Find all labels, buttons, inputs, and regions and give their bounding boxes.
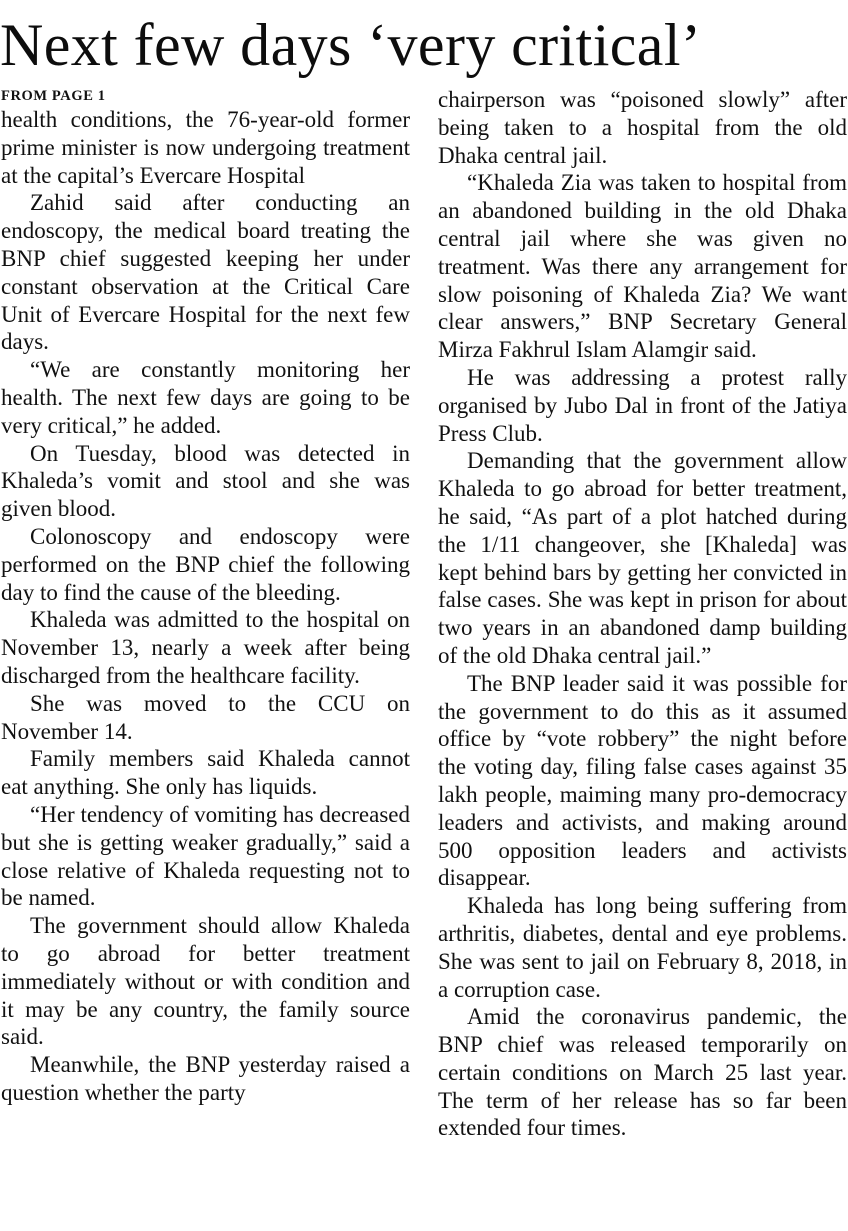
headline: Next few days ‘very critical’ (0, 12, 702, 78)
paragraph: Meanwhile, the BNP yesterday raised a question whether the party (1, 1052, 410, 1105)
paragraph: Zahid said after conducting an endoscopy, the medical board treating the BNP chief suggested keeping her under constant observation at the Critical Care Unit of Evercare Hospital for the next few days. (1, 190, 410, 355)
paragraph: On Tuesday, blood was detected in Khaleda’s vomit and stool and she was given blood. (1, 440, 410, 522)
article-column-right (438, 86, 847, 1142)
paragraph: She was moved to the CCU on November 14. (1, 690, 410, 744)
paragraph: “Her tendency of vomiting has decreased but she is getting weaker gradually,” said a close relative of Khaleda requesting not to be named. (1, 801, 410, 911)
paragraph: The government should allow Khaleda to go abroad for better treatment immediately without or with condition and it may be any country, the family source said. (1, 913, 410, 1050)
paragraph: “Khaleda Zia was taken to hospital from an abandoned building in the old Dhaka central jail where she was given no treatment. Was there any arrangement for slow poisoning of Khaleda Zia? We want clear answers,” BNP Secretary General Mirza Fakhrul Islam Alamgir said. (438, 170, 847, 363)
article-column-left (1, 86, 410, 1107)
paragraph: chairperson was “poisoned slowly” after being taken to a hospital from the old Dhaka central jail. (438, 87, 847, 168)
paragraph: Khaleda has long being suffering from arthritis, diabetes, dental and eye problems. She was sent to jail on February 8, 2018, in a corruption case. (438, 893, 847, 1002)
paragraph: The BNP leader said it was possible for the government to do this as it assumed office by “vote robbery” the night before the voting day, filing false cases against 35 lakh people, maiming many pro-democracy leaders and activists, and making around 500 opposition leaders and activists disappear. (438, 670, 847, 891)
paragraph: health conditions, the 76-year-old former prime minister is now undergoing treatment at the capital’s Evercare Hospital (1, 107, 410, 188)
paragraph: Colonoscopy and endoscopy were performed on the BNP chief the following day to find the cause of the bleeding. (1, 523, 410, 605)
paragraph: “We are constantly monitoring her health. The next few days are going to be very critical,” he added. (1, 357, 410, 438)
continued-from-label: FROM PAGE 1 (1, 88, 106, 104)
paragraph: He was addressing a protest rally organised by Jubo Dal in front of the Jatiya Press Club. (438, 364, 847, 446)
paragraph: Khaleda was admitted to the hospital on November 13, nearly a week after being discharged from the healthcare facility. (1, 607, 410, 688)
paragraph: Demanding that the government allow Khaleda to go abroad for better treatment, he said, “As part of a plot hatched during the 1/11 changeover, she [Khaleda] was kept behind bars by getting her convicted in false cases. She was kept in prison for about two years in an abandoned damp building of the old Dhaka central jail.” (438, 448, 847, 668)
paragraph: Amid the coronavirus pandemic, the BNP chief was released temporarily on certain conditions on March 25 last year. The term of her release has so far been extended four times. (438, 1004, 847, 1141)
paragraph: Family members said Khaleda cannot eat anything. She only has liquids. (1, 746, 410, 800)
